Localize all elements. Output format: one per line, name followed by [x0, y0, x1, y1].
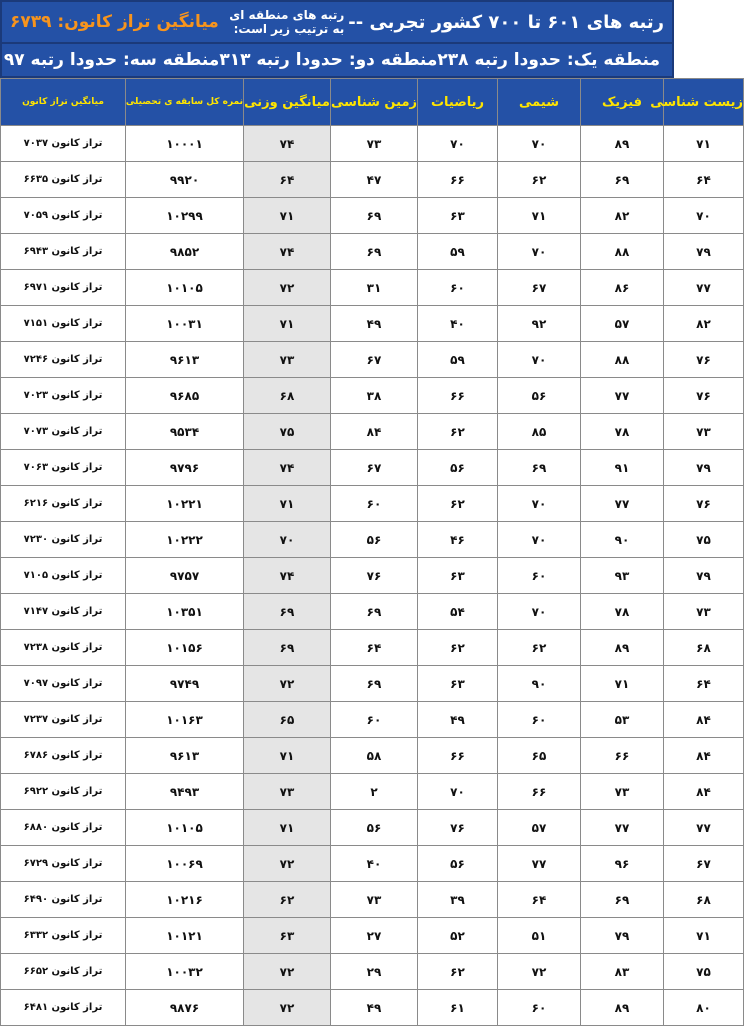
weighted-average-cell: ۶۵ — [244, 702, 331, 738]
weighted-average-cell: ۶۳ — [244, 918, 331, 954]
geology-cell: ۷۳ — [331, 882, 418, 918]
chemistry-cell: ۵۱ — [498, 918, 581, 954]
physics-cell: ۹۶ — [581, 846, 664, 882]
table-row — [1, 990, 744, 1026]
math-cell: ۶۱ — [418, 990, 498, 1026]
chemistry-cell: ۶۰ — [498, 702, 581, 738]
kanoon-score-cell: تراز کانون ۷۲۴۶ — [1, 342, 126, 378]
biology-cell: ۶۸ — [664, 630, 744, 666]
physics-cell: ۹۳ — [581, 558, 664, 594]
table-row — [1, 558, 744, 594]
table-row — [1, 954, 744, 990]
chemistry-cell: ۶۲ — [498, 162, 581, 198]
academic-record-cell: ۹۶۱۳ — [126, 738, 244, 774]
biology-cell: ۷۵ — [664, 954, 744, 990]
geology-cell: ۲۷ — [331, 918, 418, 954]
biology-cell: ۸۴ — [664, 702, 744, 738]
kanoon-score-cell: تراز کانون ۶۳۳۲ — [1, 918, 126, 954]
kanoon-score-cell: تراز کانون ۶۶۳۵ — [1, 162, 126, 198]
weighted-average-cell: ۷۱ — [244, 810, 331, 846]
biology-cell: ۷۹ — [664, 558, 744, 594]
chemistry-cell: ۷۰ — [498, 594, 581, 630]
weighted-average-cell: ۶۲ — [244, 882, 331, 918]
table-row — [1, 126, 744, 162]
biology-cell: ۷۶ — [664, 342, 744, 378]
biology-cell: ۸۴ — [664, 774, 744, 810]
geology-cell: ۶۰ — [331, 486, 418, 522]
academic-record-cell: ۱۰۱۰۵ — [126, 270, 244, 306]
kanoon-score-cell: تراز کانون ۷۲۳۰ — [1, 522, 126, 558]
academic-record-cell: ۹۹۲۰ — [126, 162, 244, 198]
physics-cell: ۷۱ — [581, 666, 664, 702]
math-cell: ۷۰ — [418, 774, 498, 810]
weighted-average-cell: ۷۲ — [244, 666, 331, 702]
table-row — [1, 594, 744, 630]
biology-cell: ۶۸ — [664, 882, 744, 918]
table-row — [1, 666, 744, 702]
weighted-average-cell: ۷۱ — [244, 198, 331, 234]
biology-cell: ۶۴ — [664, 666, 744, 702]
chemistry-cell: ۹۲ — [498, 306, 581, 342]
col-kanoon-average: میانگین تراز کانون — [1, 79, 126, 126]
biology-cell: ۷۱ — [664, 126, 744, 162]
chemistry-cell: ۷۰ — [498, 486, 581, 522]
chemistry-cell: ۷۰ — [498, 522, 581, 558]
weighted-average-cell: ۷۴ — [244, 450, 331, 486]
academic-record-cell: ۹۵۳۴ — [126, 414, 244, 450]
chemistry-cell: ۵۷ — [498, 810, 581, 846]
weighted-average-cell: ۶۹ — [244, 630, 331, 666]
kanoon-score-cell: تراز کانون ۷۰۳۷ — [1, 126, 126, 162]
col-biology: زیست شناسی — [664, 79, 744, 126]
math-cell: ۵۹ — [418, 342, 498, 378]
academic-record-cell: ۹۴۹۳ — [126, 774, 244, 810]
weighted-average-cell: ۶۹ — [244, 594, 331, 630]
geology-cell: ۶۷ — [331, 342, 418, 378]
weighted-average-cell: ۷۲ — [244, 990, 331, 1026]
physics-cell: ۷۷ — [581, 378, 664, 414]
table-row — [1, 918, 744, 954]
math-cell: ۴۹ — [418, 702, 498, 738]
biology-cell: ۷۳ — [664, 414, 744, 450]
physics-cell: ۷۷ — [581, 810, 664, 846]
physics-cell: ۸۹ — [581, 990, 664, 1026]
chemistry-cell: ۶۷ — [498, 270, 581, 306]
table-body — [1, 126, 744, 1026]
table-row — [1, 738, 744, 774]
physics-cell: ۸۳ — [581, 954, 664, 990]
academic-record-cell: ۱۰۲۹۹ — [126, 198, 244, 234]
academic-record-cell: ۹۷۴۹ — [126, 666, 244, 702]
academic-record-cell: ۹۷۵۷ — [126, 558, 244, 594]
weighted-average-cell: ۷۴ — [244, 234, 331, 270]
academic-record-cell: ۹۷۹۶ — [126, 450, 244, 486]
weighted-average-cell: ۷۳ — [244, 342, 331, 378]
math-cell: ۳۹ — [418, 882, 498, 918]
weighted-average-cell: ۷۲ — [244, 846, 331, 882]
math-cell: ۵۶ — [418, 450, 498, 486]
kanoon-score-cell: تراز کانون ۶۷۲۹ — [1, 846, 126, 882]
table-header-row — [1, 79, 744, 126]
col-weighted-average: میانگین وزنی — [244, 79, 331, 126]
academic-record-cell: ۱۰۰۰۱ — [126, 126, 244, 162]
geology-cell: ۴۹ — [331, 990, 418, 1026]
math-cell: ۵۲ — [418, 918, 498, 954]
biology-cell: ۷۳ — [664, 594, 744, 630]
table-row — [1, 162, 744, 198]
kanoon-score-cell: تراز کانون ۷۰۹۷ — [1, 666, 126, 702]
kanoon-score-cell: تراز کانون ۶۹۷۱ — [1, 270, 126, 306]
math-cell: ۶۳ — [418, 666, 498, 702]
title-bar — [0, 0, 674, 44]
kanoon-score-cell: تراز کانون ۶۹۴۳ — [1, 234, 126, 270]
weighted-average-cell: ۷۲ — [244, 954, 331, 990]
weighted-average-cell: ۷۱ — [244, 738, 331, 774]
weighted-average-cell: ۷۴ — [244, 126, 331, 162]
academic-record-cell: ۱۰۰۶۹ — [126, 846, 244, 882]
col-chemistry: شیمی — [498, 79, 581, 126]
kanoon-score-cell: تراز کانون ۷۰۶۳ — [1, 450, 126, 486]
geology-cell: ۶۴ — [331, 630, 418, 666]
math-cell: ۶۶ — [418, 378, 498, 414]
average-score-label: میانگین تراز کانون: ۶۷۳۹ — [10, 12, 219, 32]
chemistry-cell: ۷۰ — [498, 342, 581, 378]
table-row — [1, 450, 744, 486]
chemistry-cell: ۶۹ — [498, 450, 581, 486]
kanoon-score-cell: تراز کانون ۷۰۵۹ — [1, 198, 126, 234]
biology-cell: ۷۷ — [664, 810, 744, 846]
math-cell: ۶۲ — [418, 486, 498, 522]
physics-cell: ۹۱ — [581, 450, 664, 486]
geology-cell: ۸۴ — [331, 414, 418, 450]
math-cell: ۵۶ — [418, 846, 498, 882]
chemistry-cell: ۶۰ — [498, 990, 581, 1026]
academic-record-cell: ۹۶۸۵ — [126, 378, 244, 414]
geology-cell: ۶۷ — [331, 450, 418, 486]
math-cell: ۶۳ — [418, 198, 498, 234]
chemistry-cell: ۶۰ — [498, 558, 581, 594]
weighted-average-cell: ۷۴ — [244, 558, 331, 594]
col-academic-record: نمره کل سابقه ی تحصیلی — [126, 79, 244, 126]
kanoon-score-cell: تراز کانون ۶۹۲۲ — [1, 774, 126, 810]
geology-cell: ۲۹ — [331, 954, 418, 990]
col-math: ریاضیات — [418, 79, 498, 126]
kanoon-score-cell: تراز کانون ۶۴۸۱ — [1, 990, 126, 1026]
physics-cell: ۷۸ — [581, 594, 664, 630]
physics-cell: ۸۸ — [581, 342, 664, 378]
geology-cell: ۶۹ — [331, 666, 418, 702]
table-row — [1, 414, 744, 450]
kanoon-score-cell: تراز کانون ۷۰۲۳ — [1, 378, 126, 414]
physics-cell: ۷۷ — [581, 486, 664, 522]
page-subtitle: رتبه های منطقه ای به ترتیب زیر است: — [229, 8, 345, 36]
biology-cell: ۷۰ — [664, 198, 744, 234]
kanoon-score-cell: تراز کانون ۷۲۳۸ — [1, 630, 126, 666]
math-cell: ۶۶ — [418, 162, 498, 198]
biology-cell: ۷۱ — [664, 918, 744, 954]
academic-record-cell: ۱۰۱۰۵ — [126, 810, 244, 846]
geology-cell: ۳۸ — [331, 378, 418, 414]
col-physics: فیزیک — [581, 79, 664, 126]
table-row — [1, 198, 744, 234]
weighted-average-cell: ۷۳ — [244, 774, 331, 810]
chemistry-cell: ۶۶ — [498, 774, 581, 810]
physics-cell: ۶۹ — [581, 162, 664, 198]
physics-cell: ۸۸ — [581, 234, 664, 270]
academic-record-cell: ۱۰۲۲۲ — [126, 522, 244, 558]
page-title: رتبه های ۶۰۱ تا ۷۰۰ کشور تجربی -- — [348, 11, 664, 33]
math-cell: ۷۰ — [418, 126, 498, 162]
physics-cell: ۹۰ — [581, 522, 664, 558]
kanoon-score-cell: تراز کانون ۶۴۹۰ — [1, 882, 126, 918]
biology-cell: ۸۰ — [664, 990, 744, 1026]
academic-record-cell: ۱۰۳۵۱ — [126, 594, 244, 630]
kanoon-score-cell: تراز کانون ۷۱۰۵ — [1, 558, 126, 594]
physics-cell: ۶۹ — [581, 882, 664, 918]
math-cell: ۴۰ — [418, 306, 498, 342]
biology-cell: ۷۶ — [664, 378, 744, 414]
weighted-average-cell: ۶۸ — [244, 378, 331, 414]
biology-cell: ۸۲ — [664, 306, 744, 342]
kanoon-score-cell: تراز کانون ۶۷۸۶ — [1, 738, 126, 774]
academic-record-cell: ۱۰۲۱۶ — [126, 882, 244, 918]
geology-cell: ۶۰ — [331, 702, 418, 738]
weighted-average-cell: ۷۰ — [244, 522, 331, 558]
weighted-average-cell: ۷۲ — [244, 270, 331, 306]
biology-cell: ۸۴ — [664, 738, 744, 774]
geology-cell: ۷۳ — [331, 126, 418, 162]
math-cell: ۶۲ — [418, 414, 498, 450]
physics-cell: ۸۲ — [581, 198, 664, 234]
physics-cell: ۸۶ — [581, 270, 664, 306]
geology-cell: ۵۸ — [331, 738, 418, 774]
table-row — [1, 630, 744, 666]
scores-table — [0, 78, 744, 1026]
physics-cell: ۷۳ — [581, 774, 664, 810]
geology-cell: ۵۶ — [331, 522, 418, 558]
chemistry-cell: ۷۷ — [498, 846, 581, 882]
academic-record-cell: ۱۰۲۲۱ — [126, 486, 244, 522]
chemistry-cell: ۷۰ — [498, 234, 581, 270]
weighted-average-cell: ۷۱ — [244, 486, 331, 522]
geology-cell: ۴۹ — [331, 306, 418, 342]
chemistry-cell: ۶۲ — [498, 630, 581, 666]
biology-cell: ۷۵ — [664, 522, 744, 558]
academic-record-cell: ۱۰۱۵۶ — [126, 630, 244, 666]
physics-cell: ۸۹ — [581, 630, 664, 666]
region-three-rank: منطقه سه: حدودا رتبه ۹۷ — [3, 50, 220, 70]
geology-cell: ۷۶ — [331, 558, 418, 594]
kanoon-score-cell: تراز کانون ۷۲۳۷ — [1, 702, 126, 738]
geology-cell: ۲ — [331, 774, 418, 810]
kanoon-score-cell: تراز کانون ۶۲۱۶ — [1, 486, 126, 522]
physics-cell: ۷۹ — [581, 918, 664, 954]
col-geology: زمین شناسی — [331, 79, 418, 126]
table-row — [1, 702, 744, 738]
region-two-rank: منطقه دو: حدودا رتبه ۳۱۳ — [219, 50, 438, 70]
chemistry-cell: ۶۴ — [498, 882, 581, 918]
chemistry-cell: ۶۵ — [498, 738, 581, 774]
academic-record-cell: ۹۸۷۶ — [126, 990, 244, 1026]
physics-cell: ۵۳ — [581, 702, 664, 738]
table-row — [1, 810, 744, 846]
chemistry-cell: ۷۲ — [498, 954, 581, 990]
chemistry-cell: ۸۵ — [498, 414, 581, 450]
chemistry-cell: ۵۶ — [498, 378, 581, 414]
physics-cell: ۶۶ — [581, 738, 664, 774]
region-ranks-bar — [0, 44, 674, 78]
math-cell: ۶۳ — [418, 558, 498, 594]
weighted-average-cell: ۷۵ — [244, 414, 331, 450]
kanoon-score-cell: تراز کانون ۶۸۸۰ — [1, 810, 126, 846]
table-row — [1, 846, 744, 882]
geology-cell: ۶۹ — [331, 234, 418, 270]
academic-record-cell: ۱۰۱۶۳ — [126, 702, 244, 738]
biology-cell: ۶۷ — [664, 846, 744, 882]
academic-record-cell: ۱۰۱۲۱ — [126, 918, 244, 954]
table-row — [1, 270, 744, 306]
math-cell: ۶۰ — [418, 270, 498, 306]
academic-record-cell: ۱۰۰۳۲ — [126, 954, 244, 990]
chemistry-cell: ۷۰ — [498, 126, 581, 162]
math-cell: ۶۲ — [418, 954, 498, 990]
physics-cell: ۵۷ — [581, 306, 664, 342]
math-cell: ۴۶ — [418, 522, 498, 558]
math-cell: ۶۶ — [418, 738, 498, 774]
chemistry-cell: ۷۱ — [498, 198, 581, 234]
biology-cell: ۷۷ — [664, 270, 744, 306]
kanoon-score-cell: تراز کانون ۷۱۵۱ — [1, 306, 126, 342]
weighted-average-cell: ۶۴ — [244, 162, 331, 198]
table-row — [1, 882, 744, 918]
region-one-rank: منطقه یک: حدودا رتبه ۲۳۸ — [437, 50, 660, 70]
table-row — [1, 774, 744, 810]
table-row — [1, 342, 744, 378]
table-row — [1, 486, 744, 522]
academic-record-cell: ۹۶۱۳ — [126, 342, 244, 378]
geology-cell: ۵۶ — [331, 810, 418, 846]
geology-cell: ۳۱ — [331, 270, 418, 306]
kanoon-score-cell: تراز کانون ۶۶۵۲ — [1, 954, 126, 990]
kanoon-score-cell: تراز کانون ۷۰۷۳ — [1, 414, 126, 450]
biology-cell: ۶۴ — [664, 162, 744, 198]
kanoon-score-cell: تراز کانون ۷۱۴۷ — [1, 594, 126, 630]
physics-cell: ۷۸ — [581, 414, 664, 450]
math-cell: ۵۹ — [418, 234, 498, 270]
chemistry-cell: ۹۰ — [498, 666, 581, 702]
table-row — [1, 522, 744, 558]
biology-cell: ۷۹ — [664, 234, 744, 270]
academic-record-cell: ۹۸۵۲ — [126, 234, 244, 270]
geology-cell: ۴۰ — [331, 846, 418, 882]
biology-cell: ۷۶ — [664, 486, 744, 522]
title-group — [219, 8, 664, 36]
geology-cell: ۶۹ — [331, 594, 418, 630]
math-cell: ۵۴ — [418, 594, 498, 630]
table-row — [1, 378, 744, 414]
math-cell: ۶۲ — [418, 630, 498, 666]
table-row — [1, 306, 744, 342]
geology-cell: ۴۷ — [331, 162, 418, 198]
geology-cell: ۶۹ — [331, 198, 418, 234]
academic-record-cell: ۱۰۰۳۱ — [126, 306, 244, 342]
math-cell: ۷۶ — [418, 810, 498, 846]
physics-cell: ۸۹ — [581, 126, 664, 162]
table-row — [1, 234, 744, 270]
biology-cell: ۷۹ — [664, 450, 744, 486]
weighted-average-cell: ۷۱ — [244, 306, 331, 342]
